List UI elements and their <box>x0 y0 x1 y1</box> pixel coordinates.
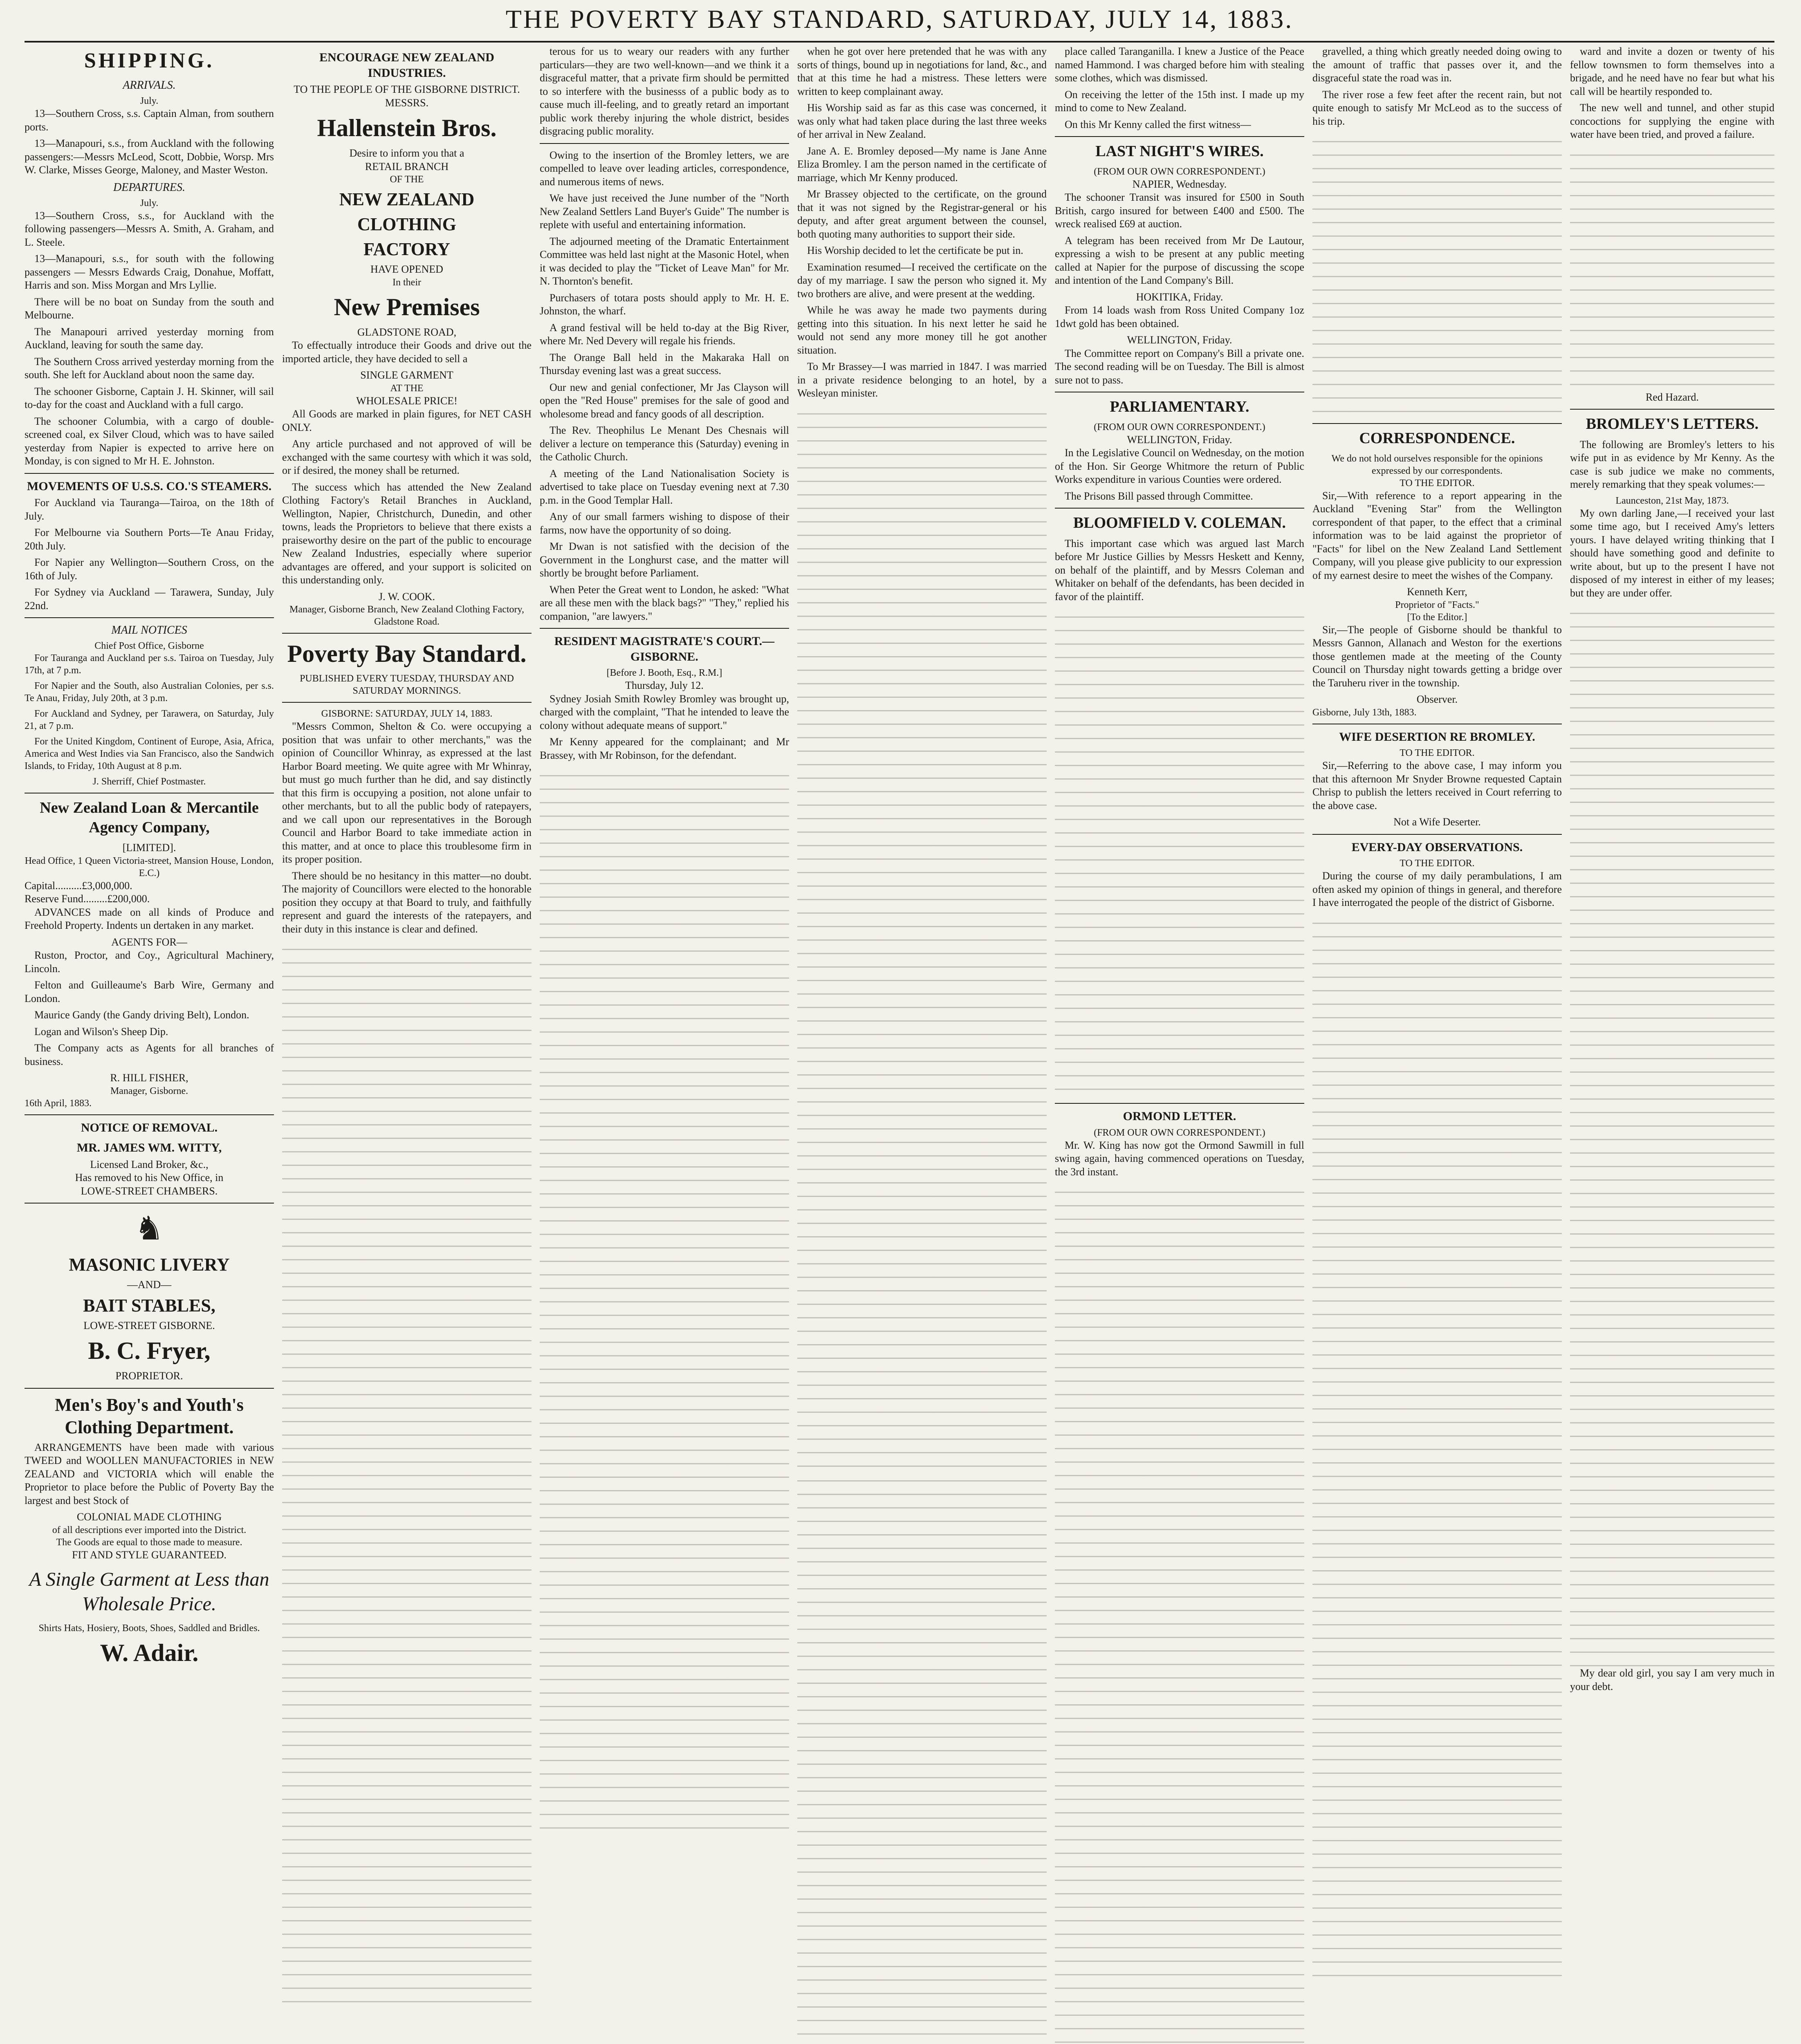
ormond-text: Mr. W. King has now got the Ormond Sawmill in full swing again, having commenced operations on Tuesday, the 3rd instant. <box>1055 1139 1304 1178</box>
divider <box>1055 1103 1304 1104</box>
departure-item: 13—Southern Cross, s.s., for Auckland with the following passengers—Messrs A. Smith, A. Graham, and L. Steele. <box>25 209 274 248</box>
divider <box>25 473 274 474</box>
leader-paragraph: terous for us to weary our readers with any further particulars—they are two well-known—and we think it a disgraceful matter, that a private firm should be permitted to so interfere with the businesss of a public body as to cause much ill-feeling, and to greatly retard an important public work thereby injuring the whole district, besides disgracing public morality. <box>540 45 789 137</box>
news-note: The adjourned meeting of the Dramatic Entertainment Committee was held last night at the Masonic Hotel, when it was decided to play the "Ticket of Leave Man" for Mr. N. Thornton's benefit. <box>540 235 789 287</box>
hallenstein-heading: Hallenstein Bros. <box>317 114 497 141</box>
column-shipping <box>25 45 274 2044</box>
desire-line: Desire to inform you that a <box>349 147 464 159</box>
newspaper-title: Poverty Bay Standard. <box>287 640 527 667</box>
court-text: place called Taranganilla. I knew a Justice of the Peace named Hammond. I was charged before him with stealing some clothes, which was dismissed. <box>1055 45 1304 84</box>
nz-loan-limited: [LIMITED]. <box>122 842 176 854</box>
news-note: Owing to the insertion of the Bromley letters, we are compelled to leave over leading articles, correspondence, and numerous items of news. <box>540 149 789 188</box>
court-text: Mr Kenny appeared for the complainant; and Mr Brassey, with Mr Robinson, for the defendant. <box>540 736 789 761</box>
agents-item: The Company acts as Agents for all branches of business. <box>25 1042 274 1067</box>
divider <box>282 702 532 703</box>
column-bromley-letters <box>1570 45 1774 2044</box>
court-text: On receiving the letter of the 15th inst. I made up my mind to come to New Zealand. <box>1055 88 1304 114</box>
uss-item: For Auckland via Tauranga—Tairoa, on the 18th of July. <box>25 497 274 522</box>
mail-item: For Napier and the South, also Australian Colonies, per s.s. Te Anau, Friday, July 20th, at 3 p.m. <box>25 681 274 704</box>
news-note: Our new and genial confectioner, Mr Jas Clayson will open the "Red House" premises for the sale of good and wholesome bread and fancy goods of all description. <box>540 381 789 420</box>
nz-heading: NEW ZEALAND <box>339 189 475 209</box>
ormond-text: The river rose a few feet after the recent rain, but not quite enough to satisfy Mr McLeod as to the success of his trip. <box>1312 88 1562 127</box>
mail-heading: MAIL NOTICES <box>111 624 187 637</box>
correspondence-note: We do not hold ourselves responsible for the opinions expressed by our correspondents. <box>1331 453 1543 476</box>
fryer-name: B. C. Fryer, <box>88 1337 211 1364</box>
intro-text: To effectually introduce their Goods and drive out the imported article, they have decided to sell a <box>282 339 532 365</box>
success-text: The success which has attended the New Zealand Clothing Factory's Retail Branches in Auckland, Wellington, Napier, Christchurch, Dunedin, and other towns, leads the Proprietors to believe that there exists a praiseworthy desire on the part of the public to encourage New Zealand Industries, especially where superior advantages are offered, and your support is solicited on this understanding only. <box>282 481 532 586</box>
column-correspondence <box>1312 45 1562 2044</box>
wire-text: From 14 loads wash from Ross United Company 1oz 1dwt gold has been obtained. <box>1055 304 1304 329</box>
letter-to-editor: TO THE EDITOR. <box>1400 858 1475 869</box>
fisher-role: Manager, Gisborne. <box>110 1085 188 1096</box>
witty-line: LOWE-STREET CHAMBERS. <box>81 1185 218 1197</box>
ormond-heading: ORMOND LETTER. <box>1123 1109 1236 1123</box>
parliamentary-heading: PARLIAMENTARY. <box>1110 398 1249 415</box>
wires-heading: LAST NIGHT'S WIRES. <box>1095 143 1264 160</box>
wires-hokitika: HOKITIKA, Friday. <box>1136 291 1223 303</box>
agents-item: Logan and Wilson's Sheep Dip. <box>34 1025 168 1038</box>
text-filler <box>540 766 789 1829</box>
news-note: Any of our small farmers wishing to dispose of their farms, now have the opportunity of so doing. <box>540 511 789 536</box>
divider <box>25 1203 274 1204</box>
have-opened: HAVE OPENED <box>370 263 443 275</box>
agents-heading: AGENTS FOR— <box>111 936 187 948</box>
shipping-note: The Southern Cross arrived yesterday morning from the south. She left for Auckland about noon the same day. <box>25 355 274 381</box>
uss-item: For Melbourne via Southern Ports—Te Anau Friday, 20th July. <box>25 527 274 552</box>
court-text: Mr Brassey objected to the certificate, on the ground that it was not signed by the Registrar-general or his deputy, and after great argument between the counsel, both quoting many authorities to support their side. <box>797 188 1047 240</box>
divider <box>25 617 274 618</box>
court-date: Thursday, July 12. <box>625 679 704 691</box>
premises-heading: New Premises <box>334 293 480 320</box>
wires-wellington: WELLINGTON, Friday. <box>1127 334 1232 346</box>
clothing-heading: CLOTHING <box>357 214 457 234</box>
news-note: The Rev. Theophilus Le Menant Des Chesnais will deliver a lecture on temperance this (Saturday) evening in the Catholic Church. <box>540 424 789 463</box>
column-news <box>540 45 789 2044</box>
letter-text: Sir,—Referring to the above case, I may inform you that this afternoon Mr Snyder Browne requested Captain Chrisp to publish the letters received in Court referring to the above case. <box>1312 760 1562 811</box>
parliamentary-source: (FROM OUR OWN CORRESPONDENT.) <box>1094 421 1265 433</box>
fryer-role: PROPRIETOR. <box>115 1370 183 1382</box>
letter-to-editor: [To the Editor.] <box>1407 612 1467 623</box>
wife-desertion-heading: WIFE DESERTION RE BROMLEY. <box>1339 730 1535 744</box>
masthead: THE POVERTY BAY STANDARD, SATURDAY, JULY 14, 1883. <box>25 4 1774 43</box>
divider <box>540 628 789 629</box>
text-filler <box>282 940 532 2003</box>
fisher-name: R. HILL FISHER, <box>110 1072 188 1084</box>
court-text: Examination resumed—I received the certificate on the day of my marriage. I saw the person who signed it. My two brothers are alive, and were present at the wedding. <box>797 261 1047 300</box>
gladstone-road: GLADSTONE ROAD, <box>357 326 457 338</box>
published-line: PUBLISHED EVERY TUESDAY, THURSDAY AND SATURDAY MORNINGS. <box>300 673 514 696</box>
order-text: The Goods are equal to those made to measure. <box>56 1537 242 1548</box>
text-filler <box>1312 132 1562 418</box>
leader-paragraph: "Messrs Common, Shelton & Co. were occupying a position that was unfair to other merchants," was the opinion of Councillor Whinray, as expressed at the last Harbor Board meeting. We quite agree with Mr Whinray, but must go much further than he did, and say distinctly that this firm is occupying a position, not alone unfair to other merchants, but to all the public body of ratepayers, and we call upon our representatives in the Borough Council and Harbor Board to take immediate action in this matter, and at once to place this troublesome firm in its proper position. <box>282 720 532 865</box>
cook-role: Manager, Gisborne Branch, New Zealand Clothing Factory, Gladstone Road. <box>289 604 524 627</box>
observations-heading: EVERY-DAY OBSERVATIONS. <box>1351 840 1523 854</box>
shipping-note: There will be no boat on Sunday from the south and Melbourne. <box>25 296 274 321</box>
bromley-intro: The following are Bromley's letters to his wife put in as evidence by Mr Kenny. As the case is sub judice we make no comments, merely remarking that they speak volumes:— <box>1570 438 1774 490</box>
bromley-letters-heading: BROMLEY'S LETTERS. <box>1586 415 1759 433</box>
divider <box>540 143 789 144</box>
cook-name: J. W. COOK. <box>379 590 435 603</box>
court-text: Jane A. E. Bromley deposed—My name is Jane Anne Eliza Bromley. I am the person named in the certificate of marriage, which Mr Kenny produced. <box>797 145 1047 184</box>
news-note: Purchasers of totara posts should apply to Mr. H. E. Johnston, the wharf. <box>540 291 789 317</box>
wire-text: A telegram has been received from Mr De Lautour, expressing a wish to be present at any public meeting called at Napier for the purpose of discussing the scope and intention of the Land Company's Bill. <box>1055 234 1304 286</box>
bait-heading: BAIT STABLES, <box>83 1295 215 1316</box>
mens-clothing-text: ARRANGEMENTS have been made with various TWEED and WOOLLEN MANUFACTORIES in NEW ZEALAND and VICTORIA which will enable the Proprietor to place before the Public of Poverty Bay the largest and best Stock of <box>25 1441 274 1506</box>
court-text: To Mr Brassey—I was married in 1847. I was married in a private residence belonging to an hotel, by a Wesleyan minister. <box>797 361 1047 399</box>
witty-name: MR. JAMES WM. WITTY, <box>76 1141 222 1154</box>
mens-clothing-heading: Men's Boy's and Youth's Clothing Department. <box>55 1394 244 1437</box>
retail-line: RETAIL BRANCH <box>365 160 449 173</box>
parliamentary-dateline: WELLINGTON, Friday. <box>1127 433 1232 446</box>
colonial-heading: COLONIAL MADE CLOTHING <box>76 1511 222 1523</box>
column-court-report <box>797 45 1047 2044</box>
letter-to-editor: TO THE EDITOR. <box>1400 748 1475 758</box>
column-hallenstein <box>282 45 532 2044</box>
divider <box>1312 423 1562 424</box>
mail-item: For Tauranga and Auckland per s.s. Tairoa on Tuesday, July 17th, at 7 p.m. <box>25 653 274 676</box>
letter-text: The new well and tunnel, and other stupid concoctions for supplying the engine with water have been tried, and proved a failure. <box>1570 102 1774 140</box>
dateline: GISBORNE: SATURDAY, JULY 14, 1883. <box>321 708 493 719</box>
shipping-note: The Manapouri arrived yesterday morning from Auckland, leaving for south the same day. <box>25 325 274 351</box>
fit-text: FIT AND STYLE GUARANTEED. <box>72 1549 227 1561</box>
wires-napier: NAPIER, Wednesday. <box>1132 178 1227 190</box>
bromley-letter-date: Launceston, 21st May, 1873. <box>1615 495 1729 506</box>
divider <box>1055 136 1304 137</box>
letter-text: Sir,—With reference to a report appearing in the Auckland "Evening Star" from the Wellington correspondent of that paper, to the effect that a criminal information was to be laid against the proprietor of "Facts" for libel on the New Zealand Land Settlement Company, will you please give publicity to our expression of my earnest desire to meet the wishes of the Company. <box>1312 489 1562 581</box>
ormond-source: (FROM OUR OWN CORRESPONDENT.) <box>1094 1127 1265 1138</box>
text-filler <box>797 404 1047 1467</box>
divider <box>1055 508 1304 509</box>
masonic-heading: MASONIC LIVERY <box>69 1255 230 1275</box>
nz-loan-advances: ADVANCES made on all kinds of Produce and Freehold Property. Indents un dertaken in any market. <box>25 906 274 931</box>
divider <box>282 633 532 634</box>
text-filler <box>1570 146 1774 391</box>
letter-signature-role: Proprietor of "Facts." <box>1395 599 1479 610</box>
of-the: OF THE <box>390 174 424 185</box>
column-wires <box>1055 45 1304 2044</box>
news-note: A meeting of the Land Nationalisation Society is advertised to take place on Tuesday evening next at 7.30 p.m. in the Good Templar Hall. <box>540 467 789 506</box>
parliament-text: The Prisons Bill passed through Committee. <box>1065 490 1253 502</box>
uss-item: For Napier any Wellington—Southern Cross, on the 16th of July. <box>25 556 274 582</box>
factory-heading: FACTORY <box>363 239 450 259</box>
encourage-heading: ENCOURAGE NEW ZEALAND INDUSTRIES. <box>319 51 494 80</box>
leader-paragraph: There should be no hesitancy in this matter—no doubt. The majority of Councillors were elected to the honorable position they occupy at that Board to truly, and faithfully represent and guard the interests of the ratepayers, and their duty in this instance is clear and defined. <box>282 870 532 935</box>
text-filler <box>1055 607 1304 1098</box>
nz-loan-capital: Capital..........£3,000,000. <box>25 879 132 892</box>
departures-month: July. <box>140 197 159 208</box>
divider <box>25 1388 274 1389</box>
uss-heading: MOVEMENTS OF U.S.S. CO.'S STEAMERS. <box>27 479 272 493</box>
mail-subheading: Chief Post Office, Gisborne <box>94 641 204 651</box>
arrivals-heading: ARRIVALS. <box>123 79 176 92</box>
bromley-letter-text: My dear old girl, you say I am very much in your debt. <box>1570 1667 1774 1692</box>
adair-signature: W. Adair. <box>100 1639 199 1666</box>
at-the: AT THE <box>390 383 424 394</box>
text-filler <box>797 1471 1047 2044</box>
nz-loan-office: Head Office, 1 Queen Victoria-street, Mansion House, London, E.C.) <box>25 855 274 879</box>
shirts-text: Shirts Hats, Hosiery, Boots, Shoes, Saddled and Bridles. <box>38 1623 260 1634</box>
letter-date: Gisborne, July 13th, 1883. <box>1312 707 1417 718</box>
court-heading: RESIDENT MAGISTRATE'S COURT.—GISBORNE. <box>554 634 775 663</box>
correspondence-heading: CORRESPONDENCE. <box>1359 430 1515 447</box>
court-text: His Worship decided to let the certificate be put in. <box>807 244 1023 256</box>
mail-item: For the United Kingdom, Continent of Europe, Asia, Africa, America and West Indies via San Francisco, also the Sandwich Islands, to Friday, 10th August at 8 p.m. <box>25 736 274 771</box>
court-text: Sydney Josiah Smith Rowley Bromley was brought up, charged with the complaint, "That he intended to leave the colony without adequate means of support." <box>540 693 789 731</box>
fisher-date: 16th April, 1883. <box>25 1098 92 1109</box>
news-note: We have just received the June number of the "North New Zealand Settlers Land Buyer's Guide" The number is replete with useful and entertaining information. <box>540 192 789 231</box>
shipping-note: The schooner Columbia, with a cargo of double-screened coal, ex Silver Cloud, which was to have sailed yesterday from Napier is expected to arrive here on Monday, is con signed to Mr H. E. Johnston. <box>25 415 274 467</box>
text-filler <box>1055 1183 1304 2044</box>
agents-item: Maurice Gandy (the Gandy driving Belt), London. <box>34 1009 249 1021</box>
wholesale-price: WHOLESALE PRICE! <box>356 394 458 407</box>
letter-text: Sir,—The people of Gisborne should be thankful to Messrs Gannon, Allanach and Weston for the exertions those gentlemen made at the meeting of the County Council on Thursday night towards getting a bridge over the Taruheru river in the township. <box>1312 623 1562 689</box>
arrivals-month: July. <box>140 96 159 106</box>
masonic-and: —AND— <box>127 1279 172 1291</box>
witty-line: Licensed Land Broker, &c., <box>90 1158 209 1170</box>
to-people: TO THE PEOPLE OF THE GISBORNE DISTRICT. <box>294 83 520 95</box>
court-text: While he was away he made two payments during getting into this situation. In his next letter he said he would not send any more money till he got another situation. <box>797 304 1047 356</box>
departures-heading: DEPARTURES. <box>113 181 186 194</box>
any-article-text: Any article purchased and not approved of will be exchanged with the same courtesy with which it was sold, or if desired, the money shall be returned. <box>282 438 532 476</box>
letter-signature: Observer. <box>1416 693 1458 705</box>
agents-item: Felton and Guilleaume's Barb Wire, Germany and London. <box>25 979 274 1004</box>
letter-signature: Kenneth Kerr, <box>1407 586 1467 598</box>
text-filler <box>1570 604 1774 1667</box>
shipping-heading: SHIPPING. <box>84 49 215 72</box>
mail-signature: J. Sherriff, Chief Postmaster. <box>92 776 206 787</box>
bloomfield-text: This important case which was argued last March before Mr Justice Gillies by Messrs Heskett and Kenny, on behalf of the plaintiff, and by Messrs Coleman and Whitaker on behalf of the defendants, has been decided in favor of the plaintiff. <box>1055 537 1304 603</box>
in-their: In their <box>392 277 421 288</box>
news-note: When Peter the Great went to London, he asked: "What are all these men with the black bags?" "They," replied his companion, "are lawyers." <box>540 583 789 622</box>
uss-item: For Sydney via Auckland — Tarawera, Sunday, July 22nd. <box>25 586 274 612</box>
court-text: His Worship said as far as this case was concerned, it was only what had taken place during the last three weeks of her arrival in New Zealand. <box>797 102 1047 140</box>
ormond-text: gravelled, a thing which greatly needed doing owing to the amount of traffic that passes over it, and the disgraceful state the road was in. <box>1312 45 1562 84</box>
horse-icon: ♞ <box>135 1211 164 1247</box>
shipping-note: The schooner Gisborne, Captain J. H. Skinner, will sail to-day for the coast and Auckland with a full cargo. <box>25 385 274 410</box>
divider <box>25 1114 274 1115</box>
removal-heading: NOTICE OF REMOVAL. <box>81 1121 218 1134</box>
mail-item: For Auckland and Sydney, per Tarawera, on Saturday, July 21, at 7 p.m. <box>25 708 274 731</box>
court-text: On this Mr Kenny called the first witness— <box>1065 118 1251 130</box>
news-note: A grand festival will be held to-day at the Big River, where Mr. Ned Devery will regale his friends. <box>540 321 789 347</box>
messrs: MESSRS. <box>385 96 429 109</box>
arrival-item: 13—Southern Cross, s.s. Captain Alman, from southern ports. <box>25 108 274 133</box>
text-filler <box>1312 914 1562 1977</box>
letter-text: ward and invite a dozen or twenty of his fellow townsmen to form themselves into a brigade, and he need have no fear but what his call will be heartily responded to. <box>1570 45 1774 97</box>
colonial-text: of all descriptions ever imported into the District. <box>52 1524 247 1535</box>
parliament-text: In the Legislative Council on Wednesday, on the motion of the Hon. Sir George Whitmore the return of Public Works expenditure in various Counties were ordered. <box>1055 447 1304 485</box>
letter-to-editor: TO THE EDITOR. <box>1400 477 1475 489</box>
departure-item: 13—Manapouri, s.s., for south with the following passengers — Messrs Edwards Craig, Donahue, Moffatt, Harris and son. Miss Morgan and Mrs Lyllie. <box>25 253 274 291</box>
court-text: when he got over here pretended that he was with any sorts of things, bound up in negotiations for land, &c., and that at this time he had a mistress. These letters were written to keep complainant away. <box>797 45 1047 97</box>
divider <box>1570 409 1774 410</box>
wires-source: (FROM OUR OWN CORRESPONDENT.) <box>1094 166 1265 177</box>
single-garment-slogan: A Single Garment at Less than Wholesale Price. <box>29 1569 269 1615</box>
letter-signature: Red Hazard. <box>1646 391 1699 403</box>
letter-signature: Not a Wife Deserter. <box>1393 816 1481 828</box>
wire-text: The schooner Transit was insured for £500 in South British, cargo insured for between £400 and £500. The wreck realised £69 at auction. <box>1055 191 1304 230</box>
witty-line: Has removed to his New Office, in <box>75 1172 224 1183</box>
bloomfield-heading: BLOOMFIELD V. COLEMAN. <box>1073 514 1286 531</box>
news-note: Mr Dwan is not satisfied with the decision of the Government in the Longhurst case, and the matter will shortly be brought before Parliament. <box>540 540 789 579</box>
masonic-address: LOWE-STREET GISBORNE. <box>83 1319 215 1331</box>
wire-text: The Committee report on Company's Bill a private one. The second reading will be on Tuesday. The Bill is almost sure not to pass. <box>1055 347 1304 386</box>
arrival-item: 13—Manapouri, s.s., from Auckland with the following passengers:—Messrs McLeod, Scott, Dobbie, Worsp. Mrs W. Clarke, Misses George, Maloney, and Master Weston. <box>25 137 274 176</box>
goods-text: All Goods are marked in plain figures, for NET CASH ONLY. <box>282 408 532 433</box>
bromley-letter-text: My own darling Jane,—I received your last some time ago, but I received Amy's letters yours. I have delayed writing thinking that I should have something good and definite to write about, but up to the present I have not disposed of my interest in either of my leases; but they are under offer. <box>1570 507 1774 599</box>
news-note: The Orange Ball held in the Makaraka Hall on Thursday evening last was a great success. <box>540 351 789 377</box>
court-subheading: [Before J. Booth, Esq., R.M.] <box>606 668 722 678</box>
divider <box>1312 834 1562 835</box>
agents-item: Ruston, Proctor, and Coy., Agricultural Machinery, Lincoln. <box>25 949 274 975</box>
single-garment: SINGLE GARMENT <box>360 369 453 381</box>
letter-text: During the course of my daily perambulations, I am often asked my opinion of things in general, and therefore I have interrogated the people of the district of Gisborne. <box>1312 870 1562 908</box>
nz-loan-heading: New Zealand Loan & Mercantile Agency Company, <box>40 799 259 836</box>
nz-loan-reserve: Reserve Fund.........£200,000. <box>25 893 150 905</box>
